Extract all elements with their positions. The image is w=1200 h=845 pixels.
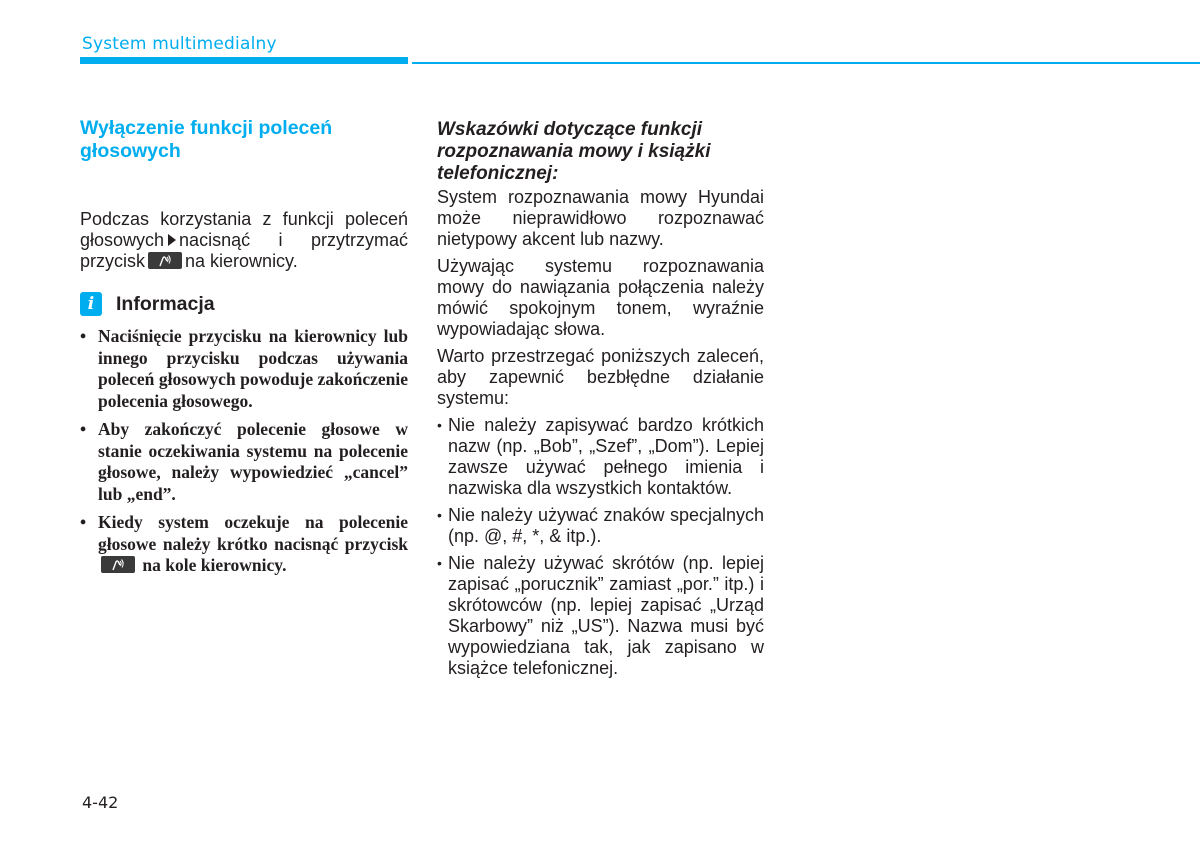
info-title: Informacja	[116, 292, 215, 315]
header-rule	[412, 62, 1200, 64]
tips-item: • Nie należy używać znaków specjalnych (np. @, #, *, & itp.).	[437, 505, 764, 547]
tips-paragraph: Używając systemu rozpoznawania mowy do nawiązania połączenia należy mówić spokojnym tonem, wyraźnie wypowiadając słowa.	[437, 256, 764, 339]
header-bar	[80, 57, 408, 64]
info-list	[80, 326, 408, 577]
tips-item: • Nie należy zapisywać bardzo krótkich nazw (np. „Bob”, „Szef”, „Dom”). Lepiej zawsze używać pełnego imienia i nazwiska dla wszystkich kontaktów.	[437, 415, 764, 499]
right-column	[437, 119, 764, 685]
right-triangle-icon	[168, 234, 176, 246]
info-item: • Naciśnięcie przycisku na kierownicy lub innego przycisku podczas używania poleceń głosowych powoduje zakończenie polecenia głosowego.	[80, 326, 408, 412]
voice-command-button-icon	[148, 252, 182, 269]
tips-paragraph: Warto przestrzegać poniższych zaleceń, aby zapewnić bezbłędne działanie systemu:	[437, 346, 764, 408]
intro-text-1: Podczas korzystania z funkcji poleceń głosowych	[80, 209, 408, 250]
page-number: 4-42	[82, 793, 119, 812]
tips-heading: Wskazówki dotyczące funkcji rozpoznawania mowy i książki telefonicznej:	[437, 119, 711, 184]
info-item-text-2: na kole kierownicy.	[142, 555, 287, 575]
info-item-text-1: Kiedy system oczekuje na polecenie głosowe należy krótko nacisnąć przycisk	[98, 512, 408, 554]
header-title: System multimedialny	[82, 34, 277, 54]
info-item: • Aby zakończyć polecenie głosowe w stanie oczekiwania systemu na polecenie głosowe, należy wypowiedzieć „cancel” lub „end”.	[80, 419, 408, 505]
intro-text-3: na kierownicy.	[185, 251, 298, 271]
section-heading: Wyłączenie funkcji poleceń głosowych	[80, 117, 333, 162]
tips-item: • Nie należy używać skrótów (np. lepiej zapisać „porucznik” zamiast „por.” itp.) i skrótowców (np. lepiej zapisać „Urząd Skarbowy” niż „US”). Nazwa musi być wypowiedziana tak, jak zapisano w książce telefonicznej.	[437, 553, 764, 679]
intro-text-2: nacisnąć i przytrzymać przycisk	[80, 230, 408, 271]
intro-paragraph	[80, 209, 408, 272]
info-icon: i	[80, 292, 102, 316]
left-column	[80, 117, 408, 584]
tips-list	[437, 415, 764, 679]
tips-paragraph: System rozpoznawania mowy Hyundai może nieprawidłowo rozpoznawać nietypowy akcent lub nazwy.	[437, 187, 764, 249]
voice-command-button-icon	[101, 556, 135, 573]
info-header	[80, 292, 408, 316]
info-item	[80, 512, 408, 577]
